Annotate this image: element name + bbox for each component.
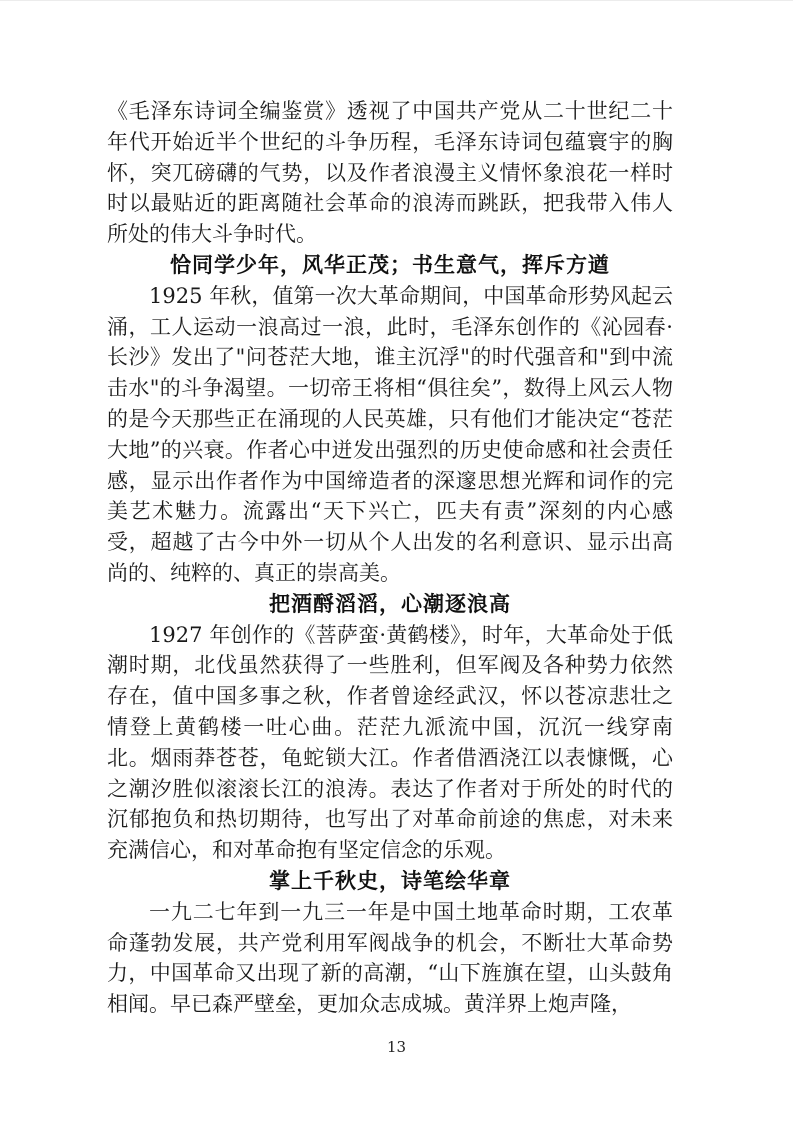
section-heading-bajiu-lei-taotao: 把酒酹滔滔，心潮逐浪高 bbox=[269, 590, 511, 616]
section-heading-qia-tongxue-shaonian: 恰同学少年，风华正茂；书生意气，挥斥方遒 bbox=[170, 251, 610, 277]
paragraph-book-overview: 《毛泽东诗词全编鉴赏》透视了中国共产党从二十世纪二十年代开始近半个世纪的斗争历程，毛泽东诗词包蕴寰宇的胸怀，突兀磅礴的气势，以及作者浪漫主义情怀象浪花一样时时以最贴近的距离随社会革命的浪涛而跳跃，把我带入伟人所处的伟大斗争时代。 bbox=[107, 99, 673, 247]
section-heading-zhangshang-qianqiushi: 掌上千秋史，诗笔绘华章 bbox=[269, 867, 511, 893]
paragraph-1925-changsha: 1925 年秋，值第一次大革命期间，中国革命形势风起云涌，工人运动一浪高过一浪，此时，毛泽东创作的《沁园春·长沙》发出了"问苍茫大地，谁主沉浮"的时代强音和"到中流击水"的斗争渴望。一切帝王将相“俱往矣”，数得上风云人物的是今天那些正在涌现的人民英雄，只有他们才能决定“苍茫大地”的兴衰。作者心中迸发出强烈的历史使命感和社会责任感，显示出作者作为中国缔造者的深邃思想光辉和词作的完美艺术魅力。流露出“天下兴亡，匹夫有责”深刻的内心感受，超越了古今中外一切从个人出发的名利意识、显示出高尚的、纯粹的、真正的崇高美。 bbox=[107, 283, 673, 585]
paragraph-1927-huanghelou: 1927 年创作的《菩萨蛮·黄鹤楼》，时年，大革命处于低潮时期，北伐虽然获得了一些胜利，但军阀及各种势力依然存在，值中国多事之秋，作者曾途经武汉，怀以苍凉悲壮之情登上黄鹤楼一吐心曲。茫茫九派流中国，沉沉一线穿南北。烟雨莽苍苍，龟蛇锁大江。作者借酒浇江以表慷慨，心之潮汐胜似滚滚长江的浪涛。表达了作者对于所处的时代的沉郁抱负和热切期待，也写出了对革命前途的焦虑，对未来充满信心，和对革命抱有坚定信念的乐观。 bbox=[107, 622, 673, 863]
page-number: 13 bbox=[386, 1038, 407, 1056]
document-body bbox=[107, 96, 673, 1020]
paragraph-land-revolution: 一九二七年到一九三一年是中国土地革命时期，工农革命蓬勃发展，共产党利用军阀战争的机会，不断壮大革命势力，中国革命又出现了新的高潮，“山下旌旗在望，山头鼓角相闻。早已森严壁垒，更加众志成城。黄洋界上炮声隆， bbox=[107, 899, 673, 1017]
